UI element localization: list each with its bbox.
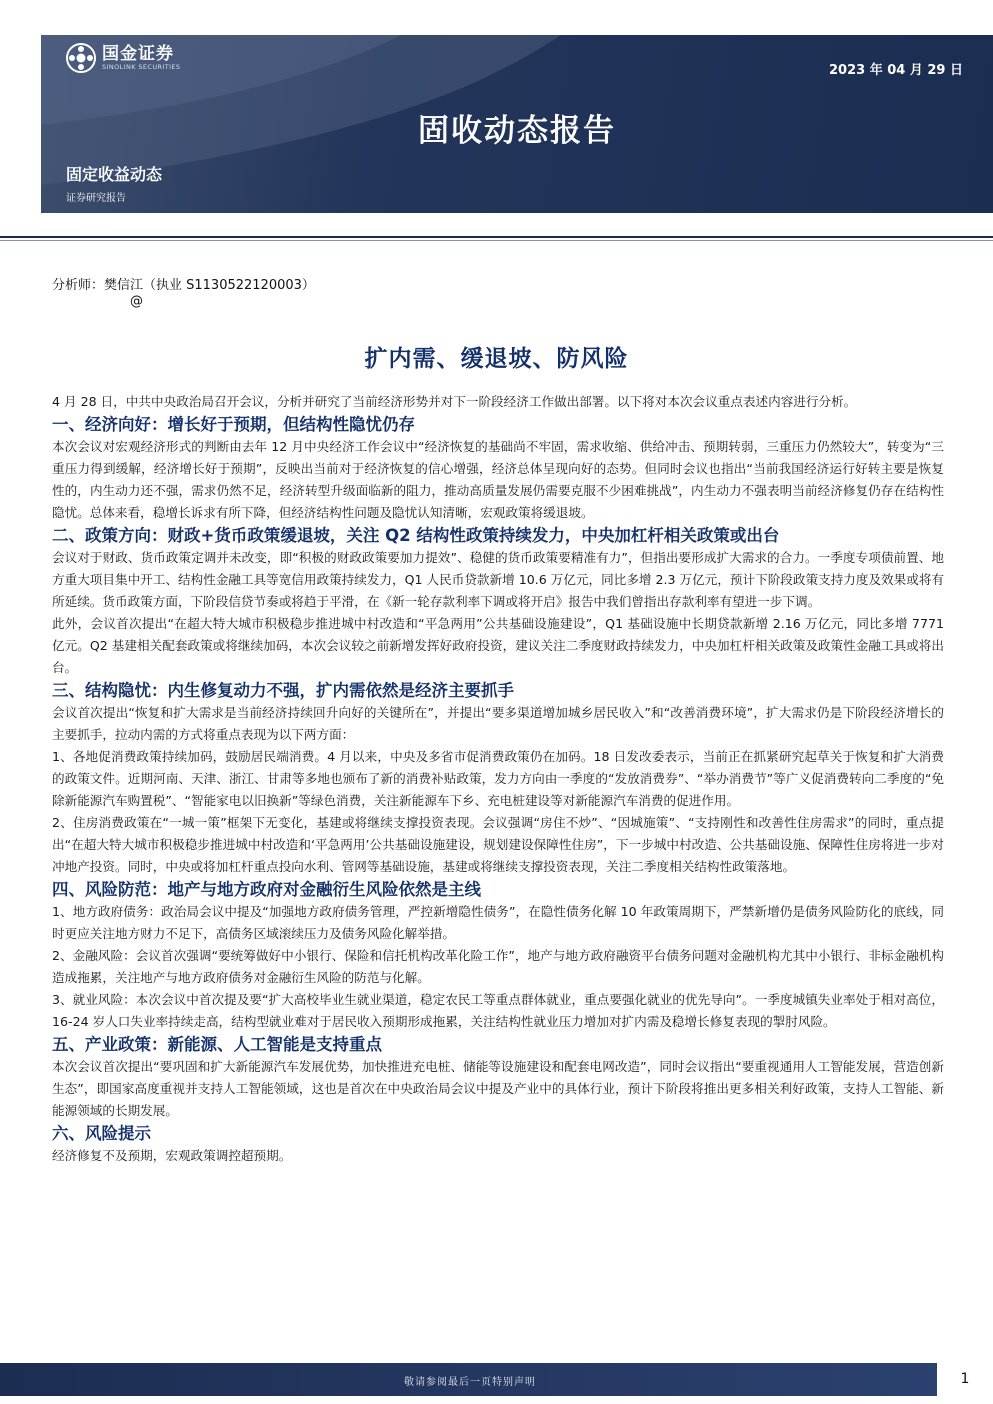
body-paragraph: 2、住房消费政策在“一城一策”框架下无变化，基建或将继续支撑投资表现。会议强调“房住不炒”、“因城施策”、“支持刚性和改善性住房需求”的同时，重点提出“在超大特大城市积极稳步推进城中村改造和‘平急两用’公共基础设施建设，规划建设保障性住房”，下一步城中村改造、公共基础设施、保障性住房将进一步对冲地产投资。同时，中央或将加杠杆重点投向水利、管网等基础设施，基建或将继续支撑投资表现，关注二季度相关结构性政策落地。: [52, 815, 944, 874]
footer-disclaimer: 敬请参阅最后一页特别声明: [404, 1377, 536, 1388]
body-paragraph: 此外，会议首次提出“在超大特大城市积极稳步推进城中村改造和“平急两用”公共基础设施建设”，Q1 基础设施中长期贷款新增 2.16 万亿元，同比多增 7771 亿元。Q2 基建相关配套政策或将继续加码，本次会议较之前新增发挥好政府投资，建议关注二季度财政持续发力，中央加杠杆相关政策及政策性金融工具或将出台。: [52, 616, 944, 675]
report-title: 固收动态报告: [418, 113, 616, 149]
header-divider: [0, 236, 993, 238]
body-paragraph: 2、金融风险：会议首次强调“要统筹做好中小银行、保险和信托机构改革化险工作”，地产与地方政府融资平台债务问题对金融机构尤其中小银行、非标金融机构造成拖累，关注地产与地方政府债务对金融衍生风险的防范与化解。: [52, 948, 944, 985]
body-paragraph: 1、各地促消费政策持续加码，鼓励居民端消费。4 月以来，中央及多省市促消费政策仍在加码。18 日发改委表示，当前正在抓紧研究起草关于恢复和扩大消费的政策文件。近期河南、天津、浙江、甘肃等多地也颁布了新的消费补贴政策，发力方向由一季度的“发放消费券”、“举办消费节”等广义促消费转向二季度的“免除新能源汽车购置税”、“智能家电以旧换新”等绿色消费，关注新能源车下乡、充电桩建设等对新能源汽车消费的促进作用。: [52, 749, 944, 808]
sinolink-logo-mark-icon: [66, 43, 96, 73]
header-divider-thin: [0, 240, 993, 241]
section-title: 六、风险提示: [52, 1124, 151, 1143]
body-paragraph: 本次会议首次提出“要巩固和扩大新能源汽车发展优势，加快推进充电桩、储能等设施建设和配套电网改造”，同时会议指出“要重视通用人工智能发展，营造创新生态”，即国家高度重视并支持人工智能领域，这也是首次在中央政治局会议中提及产业中的具体行业，预计下阶段将推出更多相关利好政策，支持人工智能、新能源领域的长期发展。: [52, 1059, 944, 1118]
section-title: 五、产业政策：新能源、人工智能是支持重点: [52, 1035, 382, 1054]
body-paragraph: 本次会议对宏观经济形式的判断由去年 12 月中央经济工作会议中“经济恢复的基础尚不牢固，需求收缩、供给冲击、预期转弱，三重压力仍然较大”，转变为“三重压力得到缓解，经济增长好于预期”，反映出当前对于经济恢复的信心增强，经济总体呈现向好的态势。但同时会议也指出“当前我国经济运行好转主要是恢复性的，内生动力还不强，需求仍然不足，经济转型升级面临新的阻力，推动高质量发展仍需要克服不少困难挑战”，内生动力不强表明当前经济修复仍存在结构性隐忧。总体来看，稳增长诉求有所下降，但经济结构性问题及隐忧认知清晰，宏观政策将缓退坡。: [52, 439, 944, 520]
body-paragraph: 1、地方政府债务：政治局会议中提及“加强地方政府债务管理，严控新增隐性债务”，在隐性债务化解 10 年政策周期下，严禁新增仍是债务风险防化的底线，同时更应关注地方财力不足下，高债务区域滚续压力及债务风险化解举措。: [52, 904, 944, 941]
analyst-email: @: [130, 294, 143, 309]
logo-chinese-name: 国金证券: [102, 44, 174, 64]
section-title: 四、风险防范：地产与地方政府对金融衍生风险依然是主线: [52, 880, 481, 899]
report-header-banner: [41, 35, 993, 213]
page-number: 1: [937, 1363, 993, 1396]
body-paragraph: 经济修复不及预期，宏观政策调控超预期。: [52, 1148, 292, 1163]
body-paragraph: 会议首次提出“恢复和扩大需求是当前经济持续回升向好的关键所在”，并提出“要多渠道增加城乡居民收入”和“改善消费环境”，扩大需求仍是下阶段经济增长的主要抓手，拉动内需的方式将重点表现为以下两方面：: [52, 705, 944, 742]
body-paragraph: 会议对于财政、货币政策定调并未改变，即“积极的财政政策要加力提效”、稳健的货币政策要精准有力”，但指出要形成扩大需求的合力。一季度专项债前置、地方重大项目集中开工、结构性金融工具等宽信用政策持续发力，Q1 人民币贷款新增 10.6 万亿元，同比多增 2.3 万亿元，预计下阶段政策支持力度及效果或将有所延续。货币政策方面，下阶段信贷节奏或将趋于平滑，在《新一轮存款利率下调或将开启》报告中我们曾指出存款利率有望进一步下调。: [52, 550, 945, 609]
section-title: 一、经济向好：增长好于预期，但结构性隐忧仍存: [52, 415, 415, 434]
section-title: 二、政策方向：财政+货币政策缓退坡，关注 Q2 结构性政策持续发力，中央加杠杆相关政策或出台: [52, 526, 780, 545]
logo-english-name: SINOLINK SECURITIES: [102, 63, 181, 71]
body-paragraph: 4 月 28 日，中共中央政治局召开会议，分析并研究了当前经济形势并对下一阶段经济工作做出部署。以下将对本次会议重点表述内容进行分析。: [52, 394, 857, 409]
report-subtype: 证券研究报告: [66, 193, 126, 204]
page-footer: [0, 1363, 993, 1396]
article-body: [52, 391, 944, 1167]
analyst-info: 分析师：樊信江（执业 S1130522120003）: [52, 278, 315, 293]
report-date: 2023 年 04 月 29 日: [829, 63, 963, 78]
section-title: 三、结构隐忧：内生修复动力不强，扩内需依然是经济主要抓手: [52, 681, 514, 700]
sinolink-logo: [66, 43, 180, 73]
article-headline: 扩内需、缓退坡、防风险: [364, 346, 629, 372]
report-type: 固定收益动态: [66, 165, 163, 184]
body-paragraph: 3、就业风险：本次会议中首次提及要“扩大高校毕业生就业渠道，稳定农民工等重点群体就业，重点要强化就业的优先导向”。一季度城镇失业率处于相对高位，16-24 岁人口失业率持续走高，结构型就业难对于居民收入预期形成拖累，关注结构性就业压力增加对扩内需及稳增长修复表现的掣肘风险。: [52, 992, 944, 1029]
